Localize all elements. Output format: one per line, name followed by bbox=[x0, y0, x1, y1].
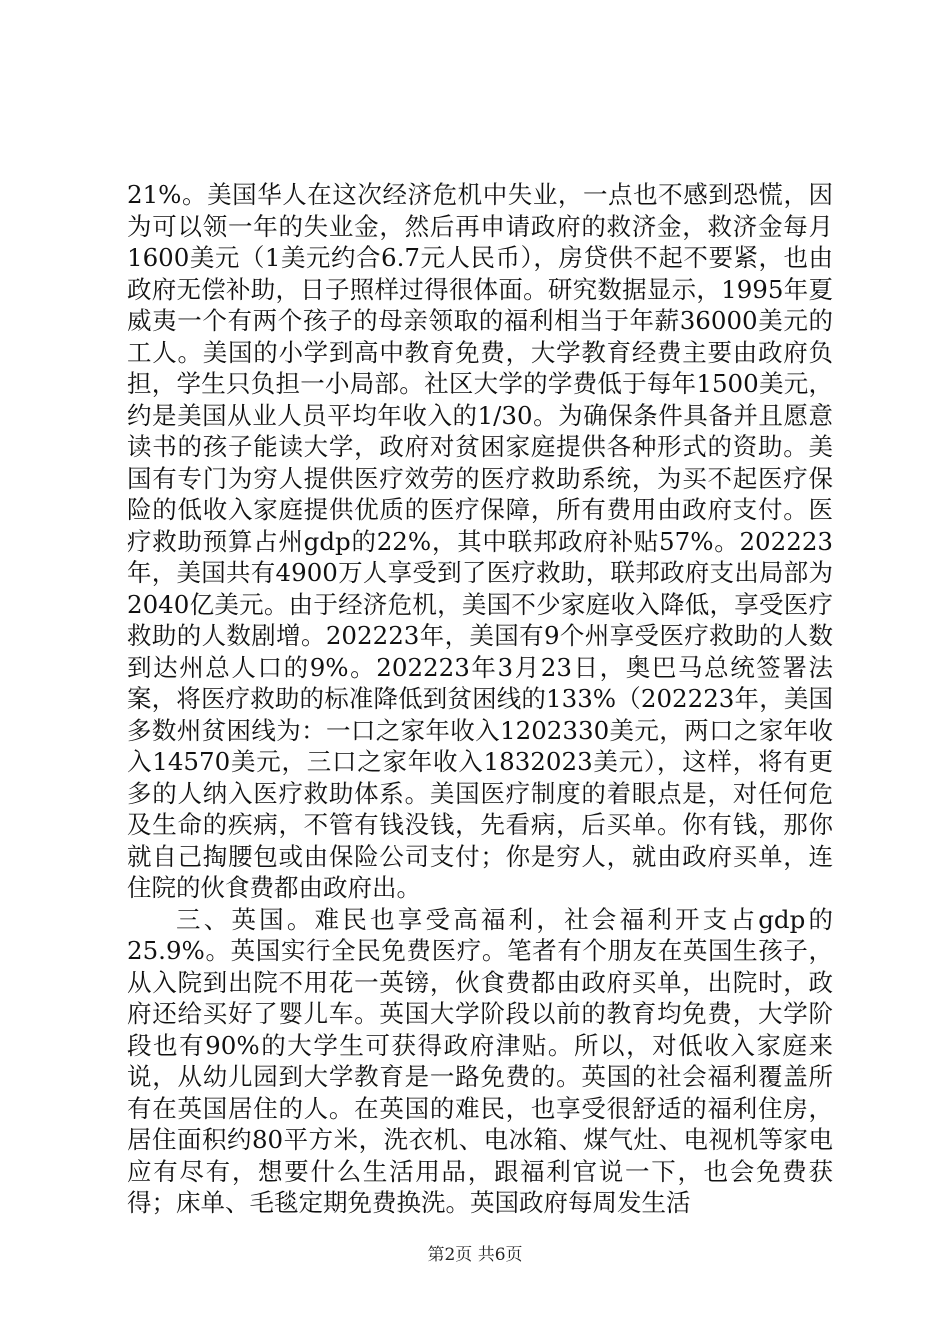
body-text bbox=[127, 179, 833, 1219]
page-footer: 第2页 共6页 bbox=[427, 1245, 523, 1265]
paragraph-uk-welfare: 三、英国。难民也享受高福利，社会福利开支占gdp的25.9%。英国实行全民免费医疗。笔者有个朋友在英国生孩子，从入院到出院不用花一英镑，伙食费都由政府买单，出院时，政府还给买好了婴儿车。英国大学阶段以前的教育均免费，大学阶段也有90%的大学生可获得政府津贴。所以，对低收入家庭来说，从幼儿园到大学教育是一路免费的。英国的社会福利覆盖所有在英国居住的人。在英国的难民，也享受很舒适的福利住房，居住面积约80平方米，洗衣机、电冰箱、煤气灶、电视机等家电应有尽有，想要什么生活用品，跟福利官说一下，也会免费获得；床单、毛毯定期免费换洗。英国政府每周发生活 bbox=[127, 904, 833, 1217]
paragraph-usa-welfare: 21%。美国华人在这次经济危机中失业，一点也不感到恐慌，因为可以领一年的失业金，然后再申请政府的救济金，救济金每月1600美元（1美元约合6.7元人民币），房贷供不起不要紧，也由政府无偿补助，日子照样过得很体面。研究数据显示，1995年夏威夷一个有两个孩子的母亲领取的福利相当于年薪36000美元的工人。美国的小学到高中教育免费，大学教育经费主要由政府负担，学生只负担一小局部。社区大学的学费低于每年1500美元，约是美国从业人员平均年收入的1/30。为确保条件具备并且愿意读书的孩子能读大学，政府对贫困家庭提供各种形式的资助。美国有专门为穷人提供医疗效劳的医疗救助系统，为买不起医疗保险的低收入家庭提供优质的医疗保障，所有费用由政府支付。医疗救助预算占州gdp的22%，其中联邦政府补贴57%。202223年，美国共有4900万人享受到了医疗救助，联邦政府支出局部为2040亿美元。由于经济危机，美国不少家庭收入降低，享受医疗救助的人数剧增。202223年，美国有9个州享受医疗救助的人数到达州总人口的9%。202223年3月23日，奥巴马总统签署法案，将医疗救助的标准降低到贫困线的133%（202223年，美国多数州贫困线为：一口之家年收入1202330美元，两口之家年收入14570美元，三口之家年收入1832023美元），这样，将有更多的人纳入医疗救助体系。美国医疗制度的着眼点是，对任何危及生命的疾病，不管有钱没钱，先看病，后买单。你有钱，那你就自己掏腰包或由保险公司支付；你是穷人，就由政府买单，连住院的伙食费都由政府出。 bbox=[127, 180, 833, 902]
